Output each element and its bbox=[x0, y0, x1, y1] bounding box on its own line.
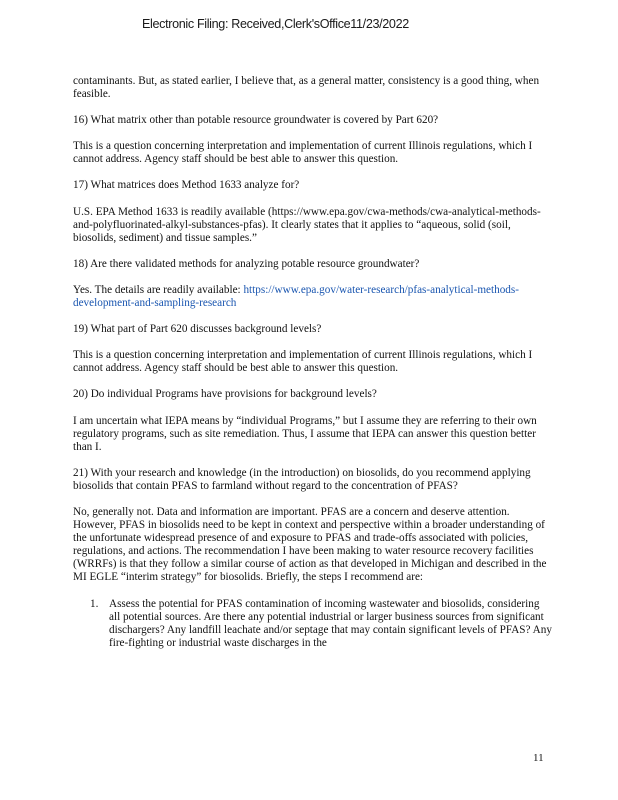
answer-20: I am uncertain what IEPA means by “individual Programs,” but I assume they are referring to their own regulatory programs, such as site remediation. Thus, I assume that IEPA can answer this question better than I. bbox=[73, 414, 537, 453]
question-18: 18) Are there validated methods for analyzing potable resource groundwater? bbox=[73, 257, 420, 270]
question-20: 20) Do individual Programs have provisions for background levels? bbox=[73, 388, 377, 401]
question-19: 19) What part of Part 620 discusses background levels? bbox=[73, 323, 322, 336]
answer-19: This is a question concerning interpretation and implementation of current Illinois regulations, which I cannot address. Agency staff should be best able to answer this question. bbox=[73, 349, 533, 375]
answer-17: U.S. EPA Method 1633 is readily available (https://www.epa.gov/cwa-methods/cwa-analytical-methods-and-polyfluorinated-alkyl-substances-pfas). It clearly states that it applies to “aqueous, solid (soil, biosolids, sediment) and tissue samples.” bbox=[73, 205, 541, 244]
question-17: 17) What matrices does Method 1633 analyze for? bbox=[73, 179, 300, 192]
recommendation-list bbox=[73, 598, 553, 650]
question-16: 16) What matrix other than potable resource groundwater is covered by Part 620? bbox=[73, 114, 439, 127]
answer-18 bbox=[73, 284, 553, 310]
page-number: 11 bbox=[533, 752, 544, 764]
epa-pfas-research-link[interactable]: https://www.epa.gov/water-research/pfas-analytical-methods-development-and-sampling-research bbox=[73, 283, 519, 310]
answer-21: No, generally not. Data and information are important. PFAS are a concern and deserve attention. However, PFAS in biosolids need to be kept in context and perspective within a broader understanding of the unfortunate widespread presence of and exposure to PFAS and trade-offs associated with policies, regulations, and actions. The recommendation I have been making to water resource recovery facilities (WRRFs) is that they follow a similar course of action as that developed in Michigan and described in the MI EGLE “interim strategy” for biosolids. Briefly, the steps I recommend are: bbox=[73, 505, 547, 584]
list-item-text: Assess the potential for PFAS contamination of incoming wastewater and biosolids, considering all potential sources. Are there any potential industrial or larger business sources from significant dischargers? Any landfill leachate and/or septage that may contain significant levels of PFAS? Any fire-fighting or industrial waste discharges in the bbox=[109, 597, 552, 649]
answer-16: This is a question concerning interpretation and implementation of current Illinois regulations, which I cannot address. Agency staff should be best able to answer this question. bbox=[73, 140, 533, 166]
answer-18-text: Yes. The details are readily available: bbox=[73, 283, 244, 296]
list-item-number: 1. bbox=[90, 597, 99, 610]
question-21: 21) With your research and knowledge (in the introduction) on biosolids, do you recommend applying biosolids that contain PFAS to farmland without regard to the concentration of PFAS? bbox=[73, 466, 531, 492]
document-body bbox=[73, 75, 553, 650]
paragraph-continuation: contaminants. But, as stated earlier, I believe that, as a general matter, consistency is a good thing, when feasible. bbox=[73, 75, 540, 101]
filing-stamp-header: Electronic Filing: Received,Clerk'sOffice11/23/2022 bbox=[142, 17, 409, 31]
